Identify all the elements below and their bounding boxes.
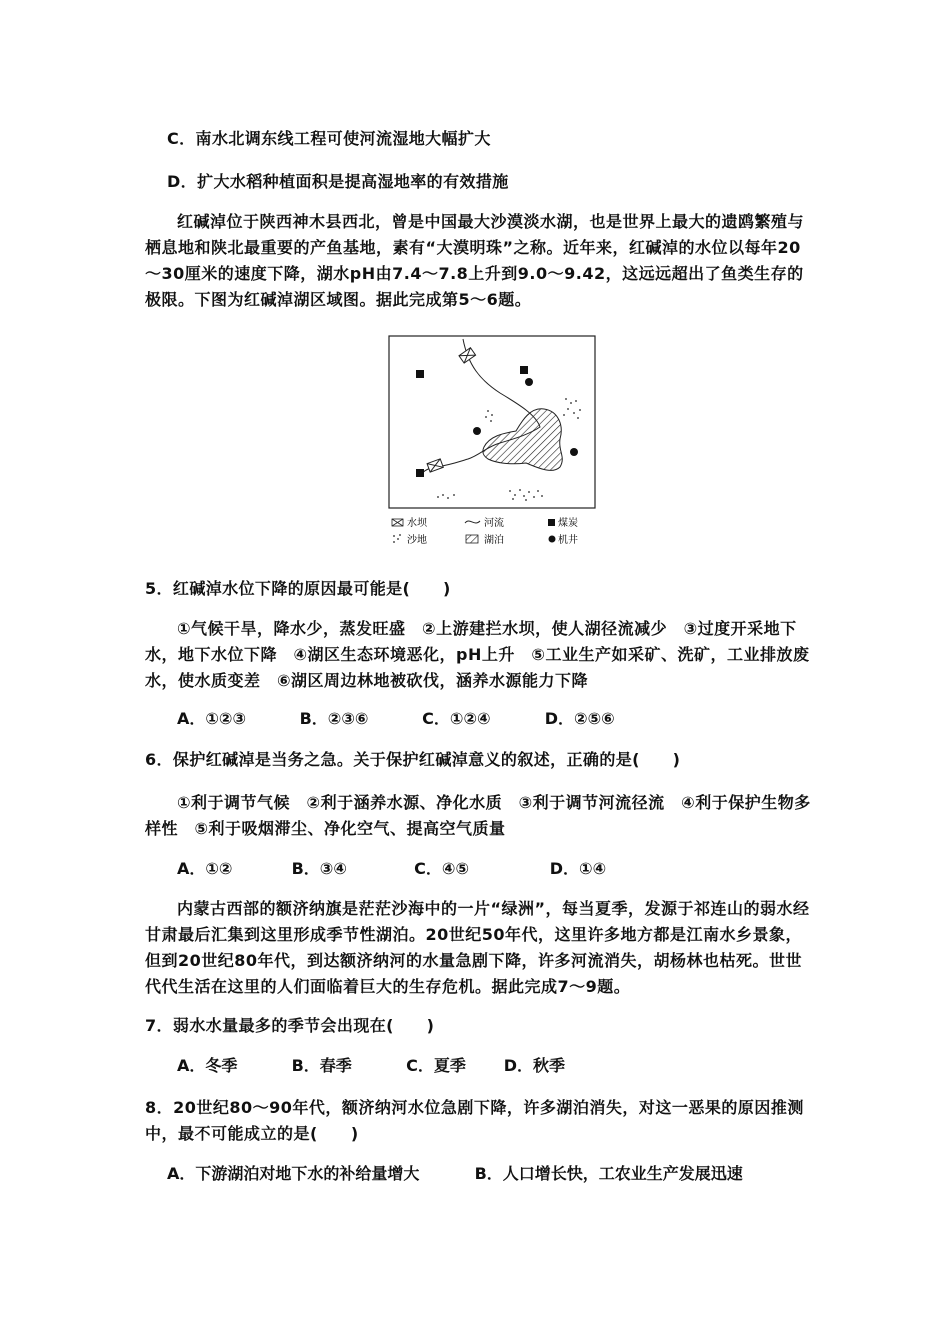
- passage-text: 红碱淖位于陕西神木县西北，曾是中国最大沙漠淡水湖，也是世界上最大的遗鸥繁殖与栖息地和陕北最重要的产鱼基地，素有“大漠明珠”之称。近年来，红碱淖的水位以每年20～30厘米的速度下降，湖水pH由7.4～7.8上升到9.0～9.42，这远远超出了鱼类生存的极限。下图为红碱淖湖区域图。据此完成第5～6题。: [145, 212, 805, 309]
- q5-option-b[interactable]: B．②③⑥: [299, 709, 369, 728]
- q5-statements: ①气候干旱，降水少，蒸发旺盛 ②上游建拦水坝，使人湖径流减少 ③过度开采地下水，地下水位下降 ④湖区生态环境恶化，pH上升 ⑤工业生产如采矿、洗矿，工业排放废水，使水质变差 ⑥湖区周边林地被砍伐，涵养水源能力下降: [145, 619, 810, 690]
- map-frame: [389, 336, 595, 508]
- q5-option-c[interactable]: C．①②④: [422, 709, 491, 728]
- legend-well-label: 机井: [558, 535, 578, 546]
- legend-lake-label: 湖泊: [484, 535, 504, 546]
- passage2-text: 内蒙古西部的额济纳旗是茫茫沙海中的一片“绿洲”，每当夏季，发源于祁连山的弱水经甘肃最后汇集到这里形成季节性湖泊。20世纪50年代，这里许多地方都是江南水乡景象，但到20世纪80年代，到达额济纳河的水量急剧下降，许多河流消失，胡杨林也枯死。世世代代生活在这里的人们面临着巨大的生存危机。据此完成7～9题。: [145, 899, 810, 996]
- hongjiannao-map: [388, 335, 596, 551]
- q5-options: [177, 707, 615, 731]
- q8-options: [167, 1162, 743, 1186]
- well-icon: [525, 378, 533, 386]
- legend-river-label: 河流: [484, 518, 504, 529]
- q6-option-a[interactable]: A．①②: [177, 859, 233, 878]
- q8-stem: 8．20世纪80～90年代，额济纳河水位急剧下降，许多湖泊消失，对这一恶果的原因推测中，最不可能成立的是( ): [145, 1098, 804, 1143]
- q8-stem-block: [145, 1095, 811, 1147]
- legend-dam-label: 水坝: [407, 518, 427, 529]
- q5-option-a[interactable]: A．①②③: [177, 709, 247, 728]
- legend-coal-label: 煤炭: [558, 518, 578, 529]
- q6-statements-block: [145, 790, 811, 842]
- q6-statements: ①利于调节气候 ②利于涵养水源、净化水质 ③利于调节河流径流 ④利于保护生物多样性 ⑤利于吸烟滞尘、净化空气、提高空气质量: [145, 793, 811, 838]
- q7-option-a[interactable]: A．冬季: [177, 1056, 238, 1075]
- q6-option-d[interactable]: D．①④: [549, 859, 607, 878]
- q7-options: [177, 1054, 565, 1078]
- q7-stem: 7．弱水水量最多的季节会出现在( ): [145, 1016, 435, 1035]
- map-legend: [392, 516, 578, 546]
- q6-option-c[interactable]: C．④⑤: [414, 859, 469, 878]
- q8-option-b[interactable]: B．人口增长快，工农业生产发展迅速: [474, 1164, 743, 1183]
- q7-option-b[interactable]: B．春季: [291, 1056, 352, 1075]
- q7-option-d[interactable]: D．秋季: [503, 1056, 566, 1075]
- q5-stem: 5．红碱淖水位下降的原因最可能是( ): [145, 579, 451, 598]
- q4-option-d: D．扩大水稻种植面积是提高湿地率的有效措施: [167, 172, 509, 191]
- q5-statements-block: [145, 616, 811, 694]
- passage-ejina: [145, 896, 811, 1000]
- q6-options: [177, 857, 606, 881]
- q6-option-b[interactable]: B．③④: [291, 859, 347, 878]
- passage-hongjiannao: [145, 209, 811, 313]
- q5-option-d[interactable]: D．②⑤⑥: [544, 709, 615, 728]
- q7-option-c[interactable]: C．夏季: [406, 1056, 466, 1075]
- well-icon: [473, 427, 481, 435]
- legend-sand-label: 沙地: [407, 535, 427, 546]
- q8-option-a[interactable]: A．下游湖泊对地下水的补给量增大: [167, 1164, 420, 1183]
- coal-icon: [520, 366, 528, 374]
- coal-icon: [416, 370, 424, 378]
- coal-icon: [416, 469, 424, 477]
- q4-option-c: C．南水北调东线工程可使河流湿地大幅扩大: [167, 129, 491, 148]
- well-icon: [570, 448, 578, 456]
- q6-stem: 6．保护红碱淖是当务之急。关于保护红碱淖意义的叙述，正确的是( ): [145, 750, 681, 769]
